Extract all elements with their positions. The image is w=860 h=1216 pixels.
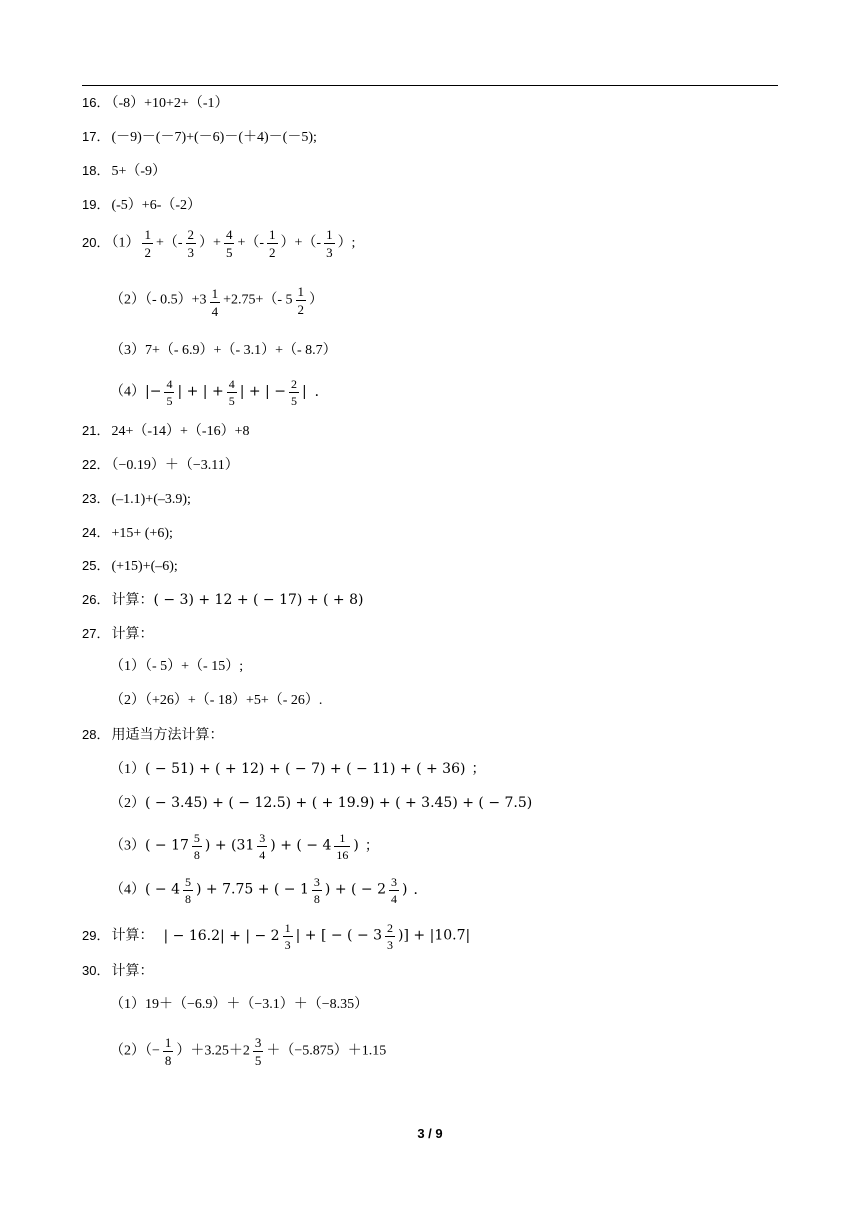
fraction: $\frac{1}{2}$ <box>144 227 151 260</box>
problem-number: 29． <box>82 927 110 943</box>
problem-number: 20． <box>82 234 110 250</box>
fraction: $\frac{5}{8}$ <box>193 831 200 862</box>
problem-expression: ( − 3) + 12 + ( − 17) + ( + 8) <box>153 592 364 608</box>
expr-text: ）＋3.25＋2 <box>176 1043 250 1059</box>
fraction: $\frac{1}{3}$ <box>284 921 291 952</box>
problem-20-part-1 <box>82 228 355 259</box>
part-label: （4） <box>110 882 145 898</box>
expr-text: （1）19＋（−6.9）＋（−3.1）＋（−8.35） <box>110 997 369 1012</box>
problem-26 <box>82 591 363 610</box>
problem-27 <box>82 625 153 644</box>
expr-text: ＋（−5.875）＋1.15 <box>266 1043 387 1059</box>
problem-label: 计算： <box>111 627 154 642</box>
problem-number: 17． <box>82 129 110 144</box>
expr-text: | + [ − ( − 3 <box>295 927 383 944</box>
problem-text: (-5）+6-（-2） <box>111 198 202 213</box>
fraction: $\frac{4}{5}$ <box>225 227 233 260</box>
expr-text: )] + |10.7| <box>398 927 471 944</box>
problem-28-part-1 <box>110 760 485 779</box>
expr-text: （2）（− <box>110 1043 160 1059</box>
expr-text: | − 16.2| + | − 2 <box>163 927 280 944</box>
problem-text: （-8）+10+2+（-1） <box>111 96 229 111</box>
problem-25 <box>82 557 178 576</box>
fraction: $\frac{1}{16}$ <box>336 831 349 862</box>
problem-text: (－9)－(－7)+(－6)－(＋4)－(－5); <box>111 130 317 145</box>
fraction: $\frac{3}{5}$ <box>254 1035 262 1068</box>
problem-27-part-1 <box>110 658 243 676</box>
page-number: 3 / 9 <box>417 1126 443 1141</box>
problem-16 <box>82 94 228 113</box>
expr-text: ； <box>364 838 379 854</box>
expr-text: ) + (31 <box>204 837 255 854</box>
part-label: （1） <box>111 235 140 251</box>
expr-text: ）+（- <box>280 235 322 251</box>
fraction: $\frac{4}{5}$ <box>228 377 235 408</box>
problem-18 <box>82 162 166 181</box>
fraction: $\frac{1}{2}$ <box>297 284 305 317</box>
problem-number: 21． <box>82 423 110 438</box>
fraction: $\frac{3}{8}$ <box>313 875 320 906</box>
problem-21 <box>82 422 249 441</box>
problem-text: 5+（-9） <box>111 164 167 179</box>
problem-label: 计算： <box>111 593 154 608</box>
problem-number: 19． <box>82 197 110 212</box>
problem-number: 22． <box>82 457 110 472</box>
expr-text: ） <box>309 292 324 308</box>
problem-number: 30． <box>82 963 110 978</box>
fraction: $\frac{1}{2}$ <box>269 227 276 260</box>
part-label: （3） <box>110 838 145 854</box>
problem-28-part-2 <box>110 794 532 813</box>
problem-30-part-1 <box>110 996 368 1014</box>
expr-text: ) <box>402 881 408 898</box>
problem-number: 23． <box>82 491 110 506</box>
fraction: $\frac{1}{3}$ <box>326 227 333 260</box>
expr-text: |− <box>145 383 162 400</box>
part-label: （1） <box>110 762 145 777</box>
expr-text: ( − 17 <box>145 837 189 854</box>
problem-number: 27． <box>82 626 110 641</box>
expr-text: ) <box>353 837 359 854</box>
expr-text: ． <box>413 882 428 898</box>
problem-number: 28． <box>82 727 110 742</box>
problem-20-part-3 <box>110 342 337 360</box>
expr-text: （1）（- 5）+（- 15）; <box>110 659 244 674</box>
part-label: （2） <box>110 796 145 811</box>
expr-text: （3）7+（- 6.9）+（- 3.1）+（- 8.7） <box>110 343 337 358</box>
problem-27-part-2 <box>110 692 322 710</box>
expr-text: （2）（+26）+（- 18）+5+（- 26）. <box>110 693 323 708</box>
problem-number: 16． <box>82 95 110 110</box>
problem-number: 25． <box>82 558 110 573</box>
expr-text: | + | + <box>177 383 224 400</box>
fraction: $\frac{1}{4}$ <box>211 285 219 319</box>
problem-29 <box>82 922 470 951</box>
expr-text: ）+ <box>199 235 221 251</box>
expr-text: +2.75+（- 5 <box>223 292 293 308</box>
expr-text: ． <box>314 384 329 400</box>
problem-label: 计算： <box>111 964 154 979</box>
problem-number: 26． <box>82 592 110 607</box>
expr-text: | <box>301 383 307 400</box>
fraction: $\frac{4}{5}$ <box>166 377 173 408</box>
expr-text: ( − 4 <box>145 881 180 898</box>
problem-text: （−0.19）＋（−3.11） <box>111 458 239 473</box>
fraction: $\frac{2}{3}$ <box>387 921 394 952</box>
problem-28-part-3 <box>110 832 379 861</box>
expr-text: ) + ( − 4 <box>270 837 332 854</box>
problem-28-part-4 <box>110 876 427 905</box>
expr-text: ) + ( − 2 <box>324 881 386 898</box>
problem-22 <box>82 456 239 475</box>
problem-20-part-4 <box>110 378 329 407</box>
expr-text: +（- <box>155 235 183 251</box>
problem-23 <box>82 490 191 509</box>
fraction: $\frac{3}{4}$ <box>259 831 266 862</box>
fraction: $\frac{5}{8}$ <box>185 875 191 906</box>
expr-text: （2）（- 0.5）+3 <box>110 292 207 308</box>
header-rule <box>82 85 778 86</box>
expr-text: | + | − <box>239 383 286 400</box>
problem-20-part-2 <box>110 285 323 318</box>
problem-text: 24+（-14）+（-16）+8 <box>111 424 250 439</box>
expr-text: ( − 3.45) + ( − 12.5) + ( + 19.9) + ( + 3.45) + ( − 7.5) <box>145 795 533 811</box>
problem-number: 24． <box>82 525 110 540</box>
problem-19 <box>82 196 201 215</box>
problem-30 <box>82 962 153 981</box>
problem-17 <box>82 128 317 147</box>
problem-30-part-2 <box>110 1036 386 1067</box>
problem-text: (–1.1)+(–3.9); <box>111 492 191 507</box>
expr-text: ； <box>471 762 486 777</box>
fraction: $\frac{2}{5}$ <box>290 377 297 408</box>
problem-text: +15+ (+6); <box>111 526 173 541</box>
problem-number: 18． <box>82 163 110 178</box>
expr-text: ) + 7.75 + ( − 1 <box>196 881 309 898</box>
problem-label: 计算： <box>111 928 154 944</box>
expr-text: ( − 51) + ( + 12) + ( − 7) + ( − 11) + ( + 36) <box>145 761 466 777</box>
fraction: $\frac{1}{8}$ <box>164 1035 172 1068</box>
fraction: $\frac{3}{4}$ <box>391 875 397 906</box>
problem-24 <box>82 524 173 543</box>
problem-label: 用适当方法计算： <box>111 728 224 743</box>
fraction: $\frac{2}{3}$ <box>187 227 195 260</box>
part-label: （4） <box>110 384 145 400</box>
problem-28 <box>82 726 223 745</box>
expr-text: ）; <box>337 235 356 251</box>
problem-text: (+15)+(–6); <box>111 559 178 574</box>
expr-text: +（- <box>237 235 264 251</box>
